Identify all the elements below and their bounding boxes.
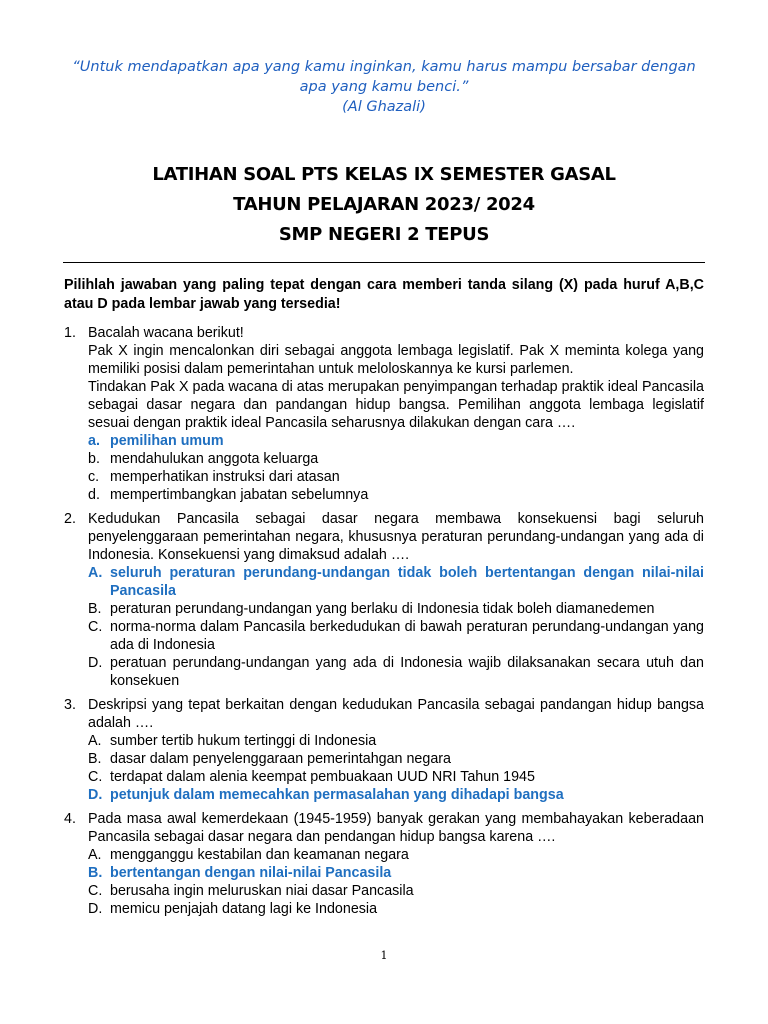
quote-line-1: “Untuk mendapatkan apa yang kamu inginkan, kamu harus mampu bersabar dengan [72,59,696,75]
option-letter: C. [88,883,103,899]
question-text: Kedudukan Pancasila sebagai dasar negara membawa konsekuensi bagi seluruh penyelenggaraan pemerintahan negara, khususnya peraturan perundang-undangan yang ada di Indonesia. Konsekuensi yang dimaksud adalah …. [88,511,704,563]
option-letter: D. [88,787,103,803]
option-letter: D. [88,901,103,917]
question-3 [64,696,704,804]
document-title [60,160,708,250]
option-letter: A. [88,733,102,749]
option-text: berusaha ingin meluruskan niai dasar Pancasila [110,883,414,899]
option-letter: B. [88,601,102,617]
question-number: 3. [64,697,76,713]
question-text: Pak X ingin mencalonkan diri sebagai anggota lembaga legislatif. Pak X meminta kolega yang memiliki posisi dalam pemerintahan untuk meloloskannya ke kursi parlemen. [88,343,704,377]
instruction-text: Pilihlah jawaban yang paling tepat dengan cara memberi tanda silang (X) pada huruf A,B,C atau D pada lembar jawab yang tersedia! [64,277,704,312]
option-text: dasar dalam penyelenggaraan pemerintahgan negara [110,751,451,767]
option-letter: a. [88,433,100,449]
option-text: mengganggu kestabilan dan keamanan negara [110,847,409,863]
question-1 [64,324,704,504]
question-list [64,324,704,924]
option [88,450,704,468]
option-text: mempertimbangkan jabatan sebelumnya [110,487,369,503]
option-letter: A. [88,565,103,581]
option-text: memperhatikan instruksi dari atasan [110,469,340,485]
option-text: petunjuk dalam memecahkan permasalahan yang dihadapi bangsa [110,787,564,803]
option-letter: B. [88,751,102,767]
title-line-2: TAHUN PELAJARAN 2023/ 2024 [233,194,535,215]
option-text: seluruh peraturan perundang-undangan tidak boleh bertentangan dengan nilai-nilai Pancasila [110,565,704,599]
option-text: pemilihan umum [110,433,224,449]
option-text: terdapat dalam alenia keempat pembuakaan UUD NRI Tahun 1945 [110,769,535,785]
option-letter: b. [88,451,100,467]
option-letter: c. [88,469,100,485]
option [88,750,704,768]
option-text: norma-norma dalam Pancasila berkedudukan di bawah peraturan perundang-undangan yang ada di Indonesia [110,619,704,653]
option [88,732,704,750]
option [88,768,704,786]
question-text: Pada masa awal kemerdekaan (1945-1959) banyak gerakan yang membahayakan keberadaan Pancasila sebagai dasar negara dan pendangan hidup bangsa karena …. [88,811,704,845]
option-letter: C. [88,619,103,635]
option [88,882,704,900]
question-number: 4. [64,811,76,827]
quote-author: (Al Ghazali) [342,99,426,115]
quote-block [60,57,708,117]
option-letter: D. [88,655,103,671]
option-letter: d. [88,487,100,503]
option [88,900,704,918]
option-text: peratuan perundang-undangan yang ada di Indonesia wajib dilaksanakan secara utuh dan konsekuen [110,655,704,689]
question-text: Deskripsi yang tepat berkaitan dengan kedudukan Pancasila sebagai pandangan hidup bangsa adalah …. [88,697,704,731]
question-text: Tindakan Pak X pada wacana di atas merupakan penyimpangan terhadap praktik ideal Pancasila sebagai dasar negara dan pandangan hidup bangsa. Pemilihan anggota lembaga legislatif sesuai dengan praktik ideal Pancasila seharusnya dilakukan dengan cara …. [88,379,704,431]
option [88,600,704,618]
title-line-3: SMP NEGERI 2 TEPUS [278,224,490,245]
question-4 [64,810,704,918]
option-letter: A. [88,847,102,863]
option-correct [88,564,704,600]
option-correct [88,864,704,882]
option-text: sumber tertib hukum tertinggi di Indonesia [110,733,377,749]
page-number: 1 [380,949,388,962]
question-number: 1. [64,325,76,341]
option [88,846,704,864]
option-text: bertentangan dengan nilai-nilai Pancasila [110,865,392,881]
option-letter: B. [88,865,103,881]
quote-line-2: apa yang kamu benci.” [299,79,469,95]
option-correct [88,786,704,804]
title-line-1: LATIHAN SOAL PTS KELAS IX SEMESTER GASAL [152,164,616,185]
option-text: peraturan perundang-undangan yang berlaku di Indonesia tidak boleh diamanedemen [110,601,655,617]
question-text: Bacalah wacana berikut! [88,325,244,341]
option [88,486,704,504]
option [88,618,704,654]
option-correct [88,432,704,450]
option-letter: C. [88,769,103,785]
title-divider [63,262,705,263]
option-text: memicu penjajah datang lagi ke Indonesia [110,901,378,917]
option [88,468,704,486]
option [88,654,704,690]
option-text: mendahulukan anggota keluarga [110,451,319,467]
question-number: 2. [64,511,76,527]
question-2 [64,510,704,690]
